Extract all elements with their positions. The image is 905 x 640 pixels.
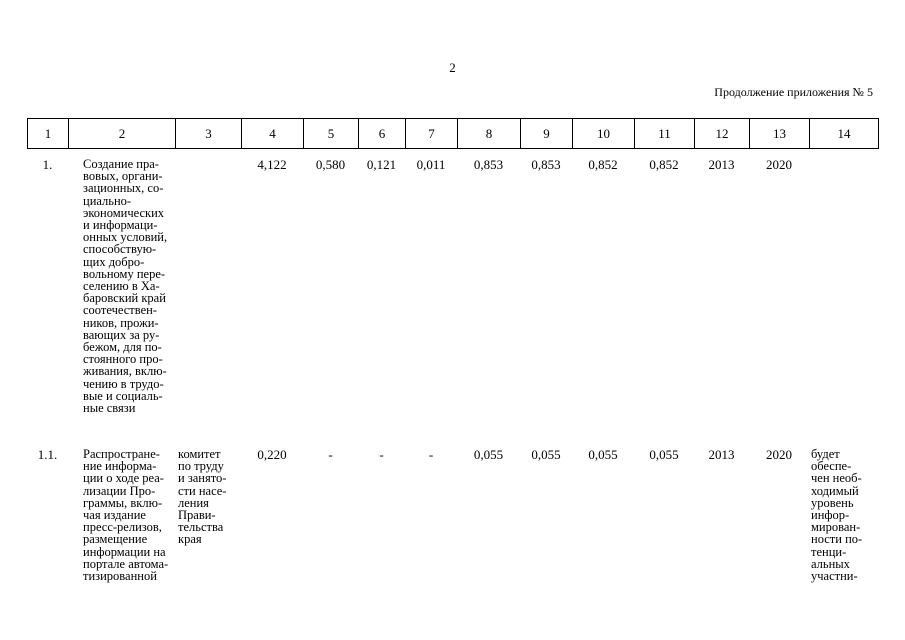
text-line: Создание пра- (83, 157, 159, 171)
text-line: экономических (83, 205, 165, 220)
text-line: способствую- (83, 242, 157, 257)
value-col-9: 0,055 (531, 447, 561, 462)
header-cell: 10 (573, 119, 635, 149)
header-cell: 14 (810, 119, 879, 149)
header-cell: 5 (304, 119, 359, 149)
text-line: циально- (83, 193, 132, 208)
text-line: мирован- (811, 520, 861, 535)
text-line: граммы, вклю- (83, 495, 163, 510)
text-line: Распростране- (83, 447, 160, 461)
header-cell: 4 (242, 119, 304, 149)
text-line: вающих за ру- (83, 327, 160, 342)
executor (175, 448, 241, 598)
value-col-9: 0,853 (531, 157, 561, 172)
text-line: живания, вклю- (83, 364, 167, 379)
header-cell: 11 (635, 119, 695, 149)
text-line: ние информа- (83, 459, 157, 474)
start-year: 2013 (708, 157, 735, 172)
text-line: вые и социаль- (83, 388, 163, 403)
header-cell: 9 (521, 119, 573, 149)
column-header-table (27, 118, 879, 149)
text-line: чению в трудо- (83, 376, 164, 391)
text-line: ции о ходе реа- (83, 471, 164, 486)
text-line: баровский край (83, 291, 166, 306)
text-line: размещение (83, 532, 148, 547)
text-line: края (178, 532, 202, 547)
text-line: тенци- (811, 544, 847, 559)
header-cell: 7 (406, 119, 458, 149)
text-line: портале автома- (83, 556, 169, 571)
value-col-7: - (428, 447, 434, 462)
text-line: ные связи (83, 401, 136, 416)
text-line: вовых, органи- (83, 169, 163, 184)
text-line: комитет (178, 447, 221, 461)
measure-name (68, 158, 175, 448)
text-line: обеспе- (811, 459, 852, 474)
measure-name (68, 448, 175, 598)
value-col-5: - (328, 447, 333, 462)
text-line: будет (811, 447, 840, 461)
program-measures-table (27, 158, 878, 598)
value-col-8: 0,055 (473, 447, 504, 462)
table-row (27, 158, 878, 448)
text-line: лизации Про- (83, 483, 156, 498)
text-line: информации на (83, 544, 166, 559)
text-line: чая издание (83, 508, 146, 523)
header-cell: 3 (176, 119, 242, 149)
text-line: соотечествен- (83, 303, 157, 318)
header-cell: 8 (458, 119, 521, 149)
executor (175, 158, 241, 448)
text-line: по труду (178, 459, 224, 474)
header-row (28, 119, 879, 149)
text-line: чен необ- (811, 471, 862, 486)
text-line: стоянного про- (83, 352, 163, 367)
text-line: щих добро- (83, 254, 145, 269)
value-col-7: 0,011 (416, 157, 446, 172)
value-col-5: 0,580 (315, 157, 346, 172)
row-number: 1.1. (37, 447, 58, 462)
text-line: ников, прожи- (83, 315, 159, 330)
text-line: тизированной (83, 569, 157, 584)
header-cell: 12 (695, 119, 750, 149)
text-line: Прави- (178, 508, 216, 523)
expected-result (809, 158, 878, 448)
text-line: и информаци- (83, 218, 158, 233)
text-line: и занято- (178, 471, 227, 486)
text-line: ления (178, 495, 209, 510)
row-number: 1. (42, 157, 53, 172)
text-line: бежом, для по- (83, 340, 162, 355)
text-line: пресс-релизов, (83, 520, 162, 535)
value-col-11: 0,055 (649, 447, 679, 462)
end-year: 2020 (766, 157, 792, 172)
end-year: 2020 (766, 447, 792, 462)
value-col-10: 0,852 (588, 157, 618, 172)
text-line: вольному пере- (83, 266, 166, 281)
header-cell: 2 (69, 119, 176, 149)
text-line: тельства (178, 520, 224, 535)
total-value: 4,122 (257, 157, 287, 172)
header-cell: 13 (750, 119, 810, 149)
value-col-8: 0,853 (473, 157, 504, 172)
text-line: инфор- (811, 508, 850, 523)
text-line: участни- (811, 569, 858, 584)
text-line: сти насе- (178, 483, 227, 498)
text-line: онных условий, (83, 230, 168, 245)
table-row (27, 448, 878, 598)
value-col-11: 0,852 (649, 157, 679, 172)
text-line: зационных, со- (83, 181, 164, 196)
text-line: уровень (811, 495, 854, 510)
text-line: ности по- (811, 532, 863, 547)
value-col-10: 0,055 (588, 447, 618, 462)
start-year: 2013 (708, 447, 735, 462)
total-value: 0,220 (257, 447, 287, 462)
header-cell: 1 (28, 119, 69, 149)
page-number: 2 (449, 60, 456, 75)
text-line: селению в Ха- (83, 279, 160, 294)
value-col-6: - (379, 447, 384, 462)
text-line: ходимый (811, 483, 859, 498)
text-line: альных (811, 556, 850, 571)
header-cell: 6 (359, 119, 406, 149)
expected-result (809, 448, 878, 598)
value-col-6: 0,121 (366, 157, 397, 172)
appendix-continuation: Продолжение приложения № 5 (714, 85, 873, 99)
